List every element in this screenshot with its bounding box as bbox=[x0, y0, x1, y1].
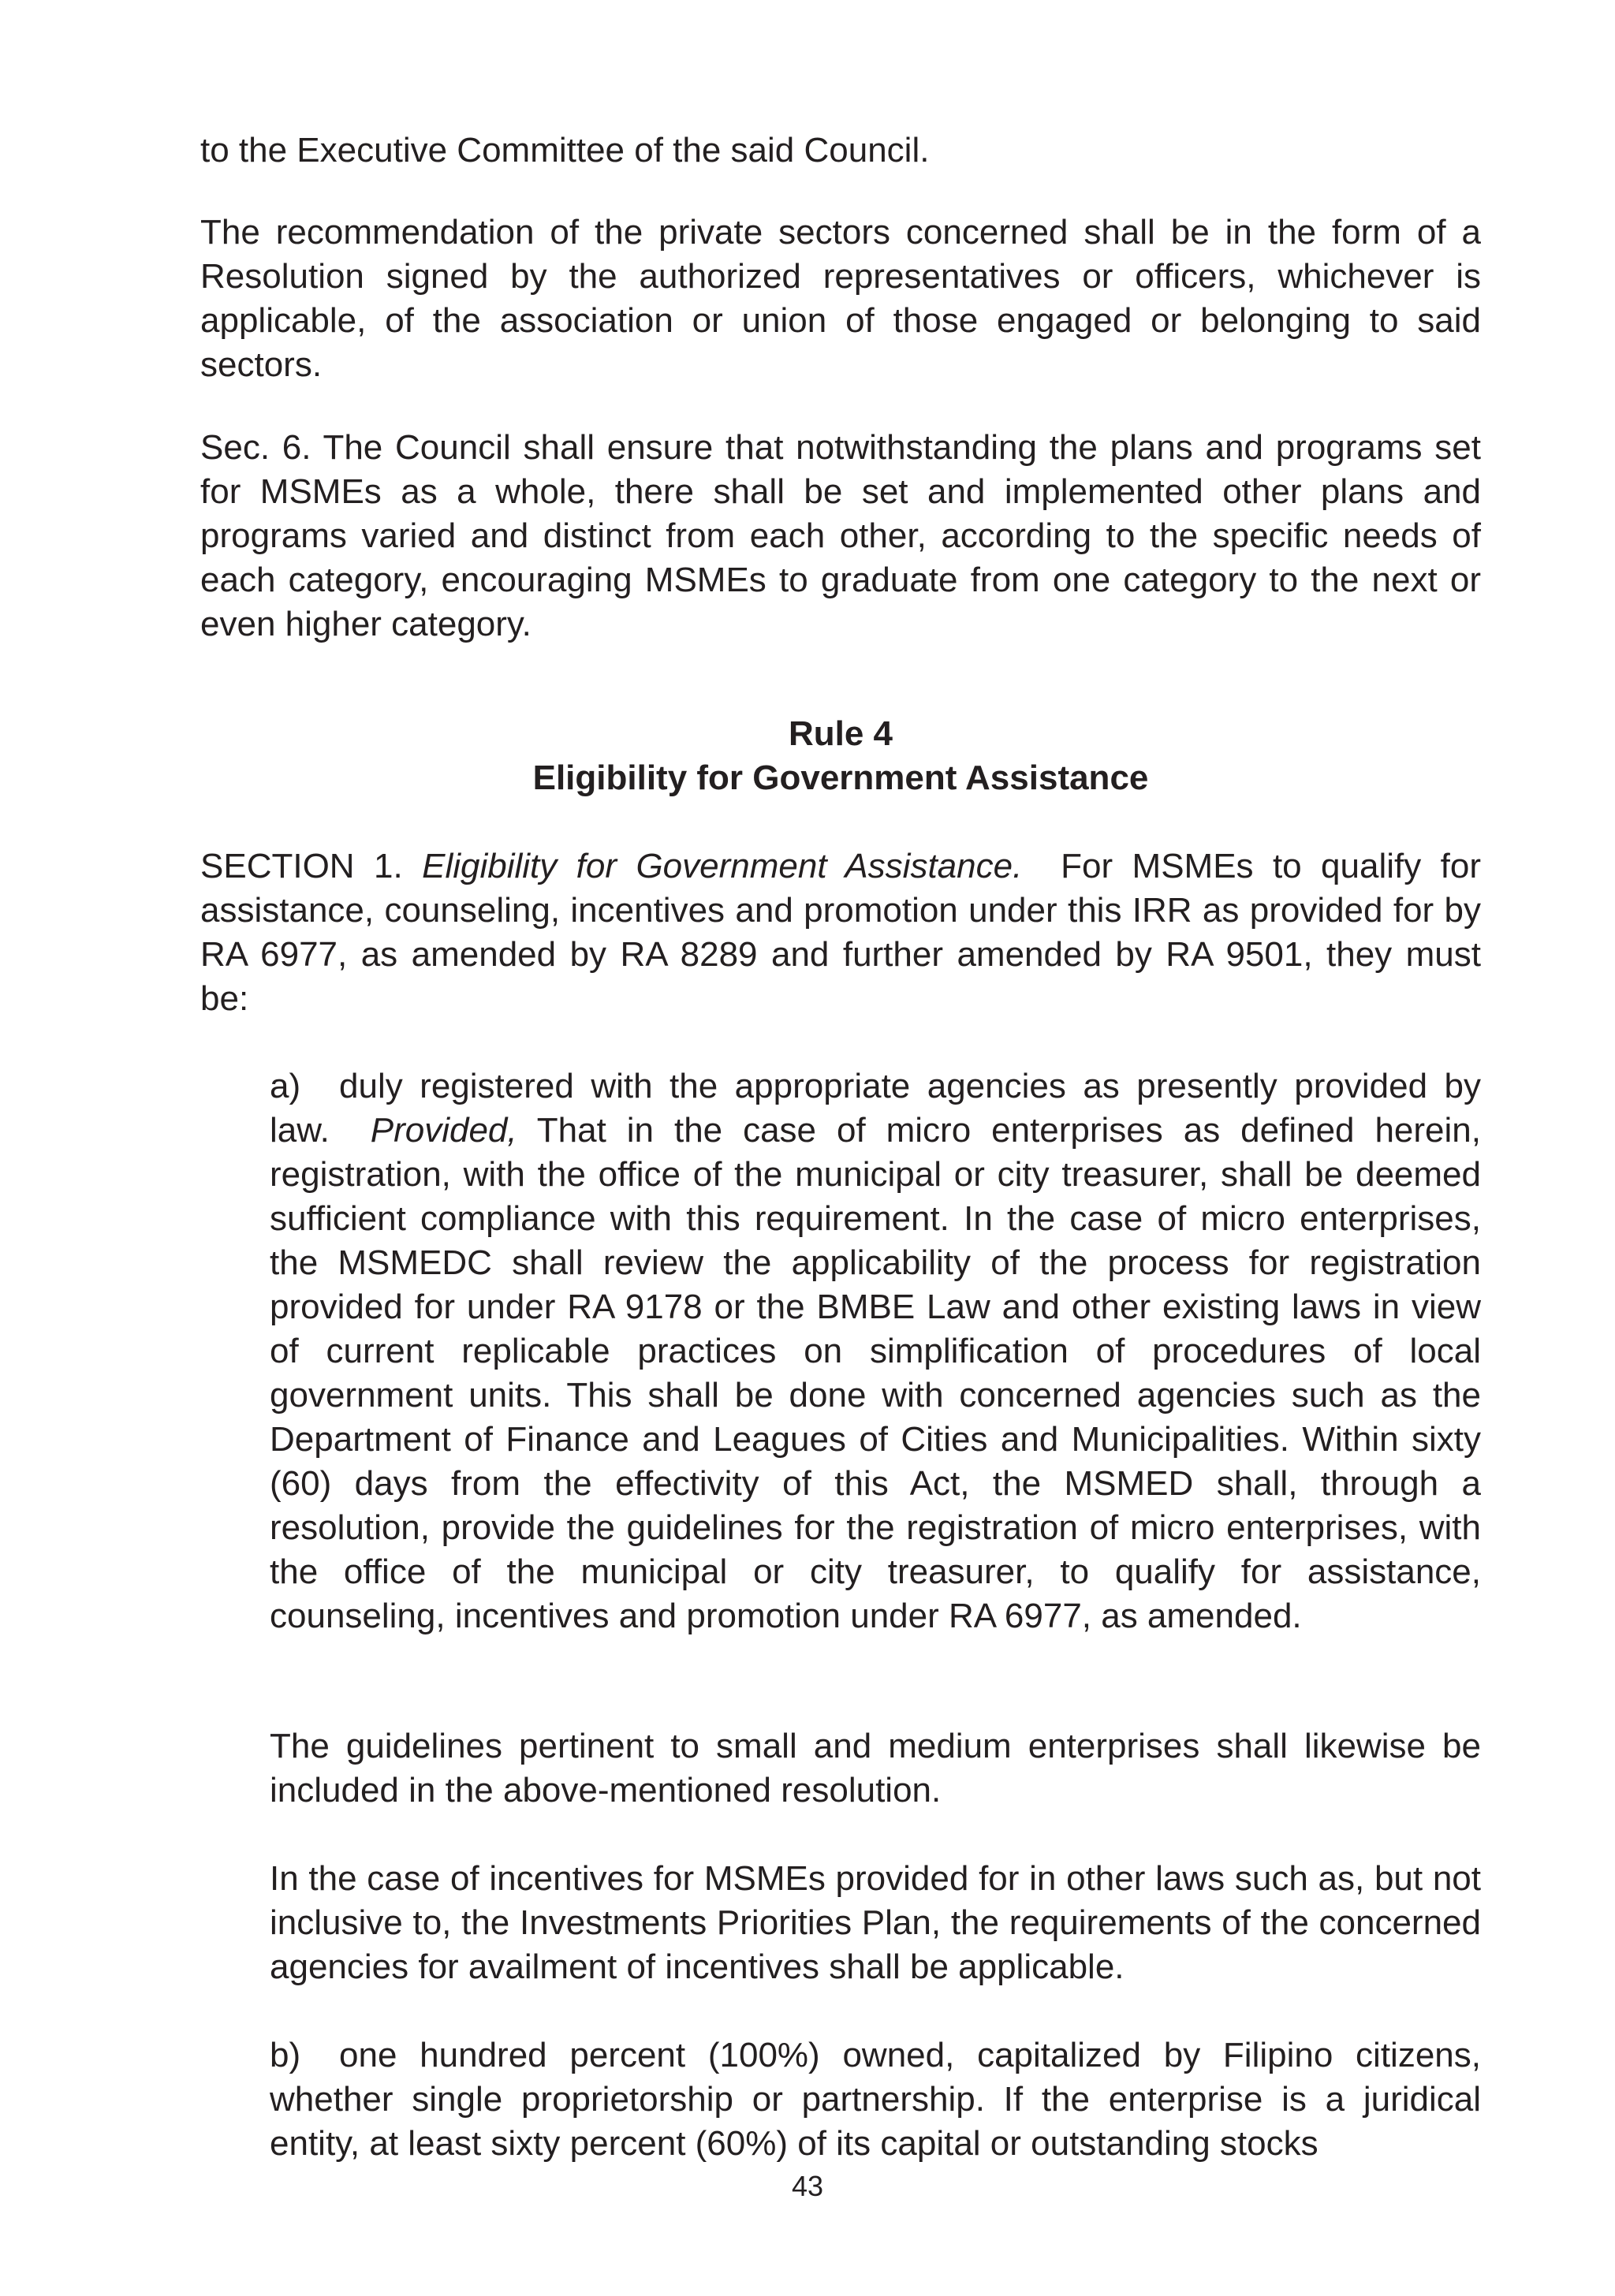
item-a-label: a) bbox=[270, 1067, 301, 1105]
item-a-rest: That in the case of micro enterprises as defined herein, registration, with the office of the municipal or city treasurer, shall be deemed sufficient compliance with this requirement. In the case of micro enterprises, the MSMEDC shall review the applicability of the process for registration provided for under RA 9178 or the BMBE Law and other existing laws in view of current replicable practices on simplification of procedures of local government units. This shall be done with concerned agencies such as the Department of Finance and Leagues of Cities and Municipalities. Within sixty (60) days from the effectivity of this Act, the MSMED shall, through a resolution, provide the guidelines for the registration of micro enterprises, with the office of the municipal or city treasurer, to qualify for assistance, counseling, incentives and promotion under RA 6977, as amended. bbox=[270, 1111, 1481, 1635]
paragraph-intro: to the Executive Committee of the said Council. bbox=[200, 131, 930, 170]
item-a bbox=[270, 1064, 1481, 1638]
section1-paragraph bbox=[200, 844, 1481, 1021]
section1-lead: SECTION 1. bbox=[200, 847, 403, 885]
item-b-text: one hundred percent (100%) owned, capitalized by Filipino citizens, whether single proprietorship or partnership. If the enterprise is a juridical entity, at least sixty percent (60%) of its capital or outstanding stocks bbox=[270, 2036, 1481, 2163]
page-number: 43 bbox=[791, 2170, 824, 2202]
paragraph-guidelines: The guidelines pertinent to small and medium enterprises shall likewise be included in the above-mentioned resolution. bbox=[270, 1727, 1481, 1810]
rule-subtitle: Eligibility for Government Assistance bbox=[532, 758, 1149, 797]
section1-heading: Eligibility for Government Assistance. bbox=[422, 847, 1023, 885]
paragraph-sec6: Sec. 6. The Council shall ensure that notwithstanding the plans and programs set for MSMEs as a whole, there shall be set and implemented other plans and programs varied and distinct from each other, according to the specific needs of each category, encouraging MSMEs to graduate from one category to the next or even higher category. bbox=[200, 428, 1481, 643]
paragraph-incentives: In the case of incentives for MSMEs provided for in other laws such as, but not inclusive to, the Investments Priorities Plan, the requirements of the concerned agencies for availment of incentives shall be applicable. bbox=[270, 1859, 1481, 1986]
item-a-start: duly registered with the appropriate agencies as presently provided by law. bbox=[270, 1067, 1481, 1150]
item-b bbox=[270, 2033, 1481, 2166]
item-a-proviso: Provided, bbox=[370, 1111, 517, 1150]
section1-body: For MSMEs to qualify for assistance, counseling, incentives and promotion under this IRR as provided for by RA 6977, as amended by RA 8289 and further amended by RA 9501, they must be: bbox=[200, 847, 1482, 1018]
item-b-label: b) bbox=[270, 2036, 301, 2074]
rule-title: Rule 4 bbox=[788, 714, 893, 753]
paragraph-recommendation: The recommendation of the private sectors concerned shall be in the form of a Resolution signed by the authorized representatives or officers, whichever is applicable, of the association or union of those engaged or belonging to said sectors. bbox=[200, 213, 1481, 384]
